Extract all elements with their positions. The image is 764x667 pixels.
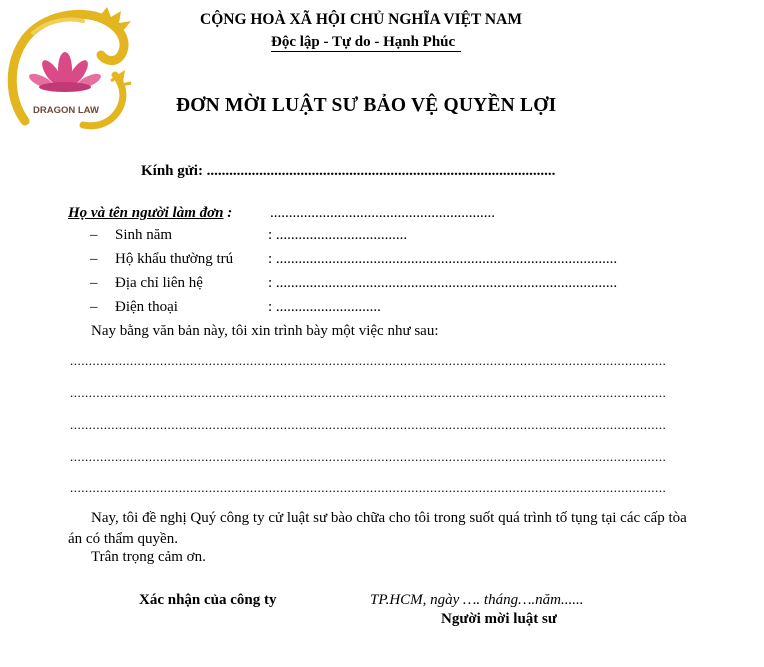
logo-text: DRAGON LAW bbox=[33, 105, 99, 116]
blank-line: ............................................................................................................................................................... bbox=[70, 481, 667, 495]
recipient-line: Kính gửi: ............................................................................................. bbox=[141, 163, 556, 179]
field-label-birth-year: Sinh năm bbox=[115, 227, 173, 243]
field-dash: – bbox=[90, 275, 98, 291]
field-value-residence: : ........................................................................................... bbox=[268, 251, 618, 267]
intro-text: Nay bằng văn bản này, tôi xin trình bày một việc như sau: bbox=[91, 323, 439, 339]
dragon-lotus-icon bbox=[3, 3, 137, 133]
field-dash: – bbox=[90, 299, 98, 315]
applicant-name-blank: ............................................................ bbox=[270, 205, 495, 221]
dragon-law-logo bbox=[3, 3, 137, 133]
blank-line: ............................................................................................................................................................... bbox=[70, 354, 667, 368]
applicant-colon: : bbox=[223, 205, 233, 221]
request-paragraph: Nay, tôi đề nghị Quý công ty cử luật sư bào chữa cho tôi trong suốt quá trình tố tụng tại các cấp tòa án có thẩm quyền. bbox=[68, 510, 687, 547]
field-value-birth-year: : ................................... bbox=[268, 227, 408, 243]
company-confirmation-label: Xác nhận của công ty bbox=[139, 592, 277, 608]
nation-heading: CỘNG HOÀ XÃ HỘI CHỦ NGHĨA VIỆT NAM bbox=[200, 11, 522, 28]
motto-heading: Độc lập - Tự do - Hạnh Phúc bbox=[271, 34, 461, 52]
field-label-residence: Hộ khẩu thường trú bbox=[115, 251, 234, 267]
field-label-address: Địa chỉ liên hệ bbox=[115, 275, 203, 291]
field-value-phone: : ............................ bbox=[268, 299, 381, 315]
blank-line: ............................................................................................................................................................... bbox=[70, 418, 667, 432]
thanks-text: Trân trọng cảm ơn. bbox=[91, 549, 206, 565]
place-date-line: TP.HCM, ngày …. tháng….năm...... bbox=[370, 592, 584, 608]
field-label-phone: Điện thoại bbox=[115, 299, 178, 315]
blank-line: ............................................................................................................................................................... bbox=[70, 386, 667, 400]
field-value-address: : ........................................................................................... bbox=[268, 275, 618, 291]
field-dash: – bbox=[90, 251, 98, 267]
applicant-label bbox=[68, 205, 232, 222]
signer-label: Người mời luật sư bbox=[441, 611, 557, 627]
field-dash: – bbox=[90, 227, 98, 243]
document-title: ĐƠN MỜI LUẬT SƯ BẢO VỆ QUYỀN LỢI bbox=[176, 95, 557, 116]
blank-line: ............................................................................................................................................................... bbox=[70, 450, 667, 464]
applicant-label-text: Họ và tên người làm đơn bbox=[68, 205, 224, 221]
